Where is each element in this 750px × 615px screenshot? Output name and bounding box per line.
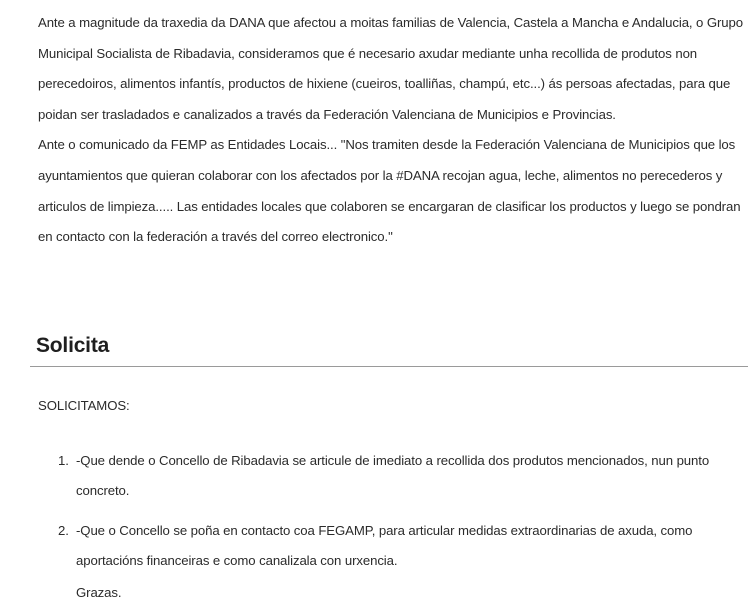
- section-divider: [30, 366, 748, 367]
- section-title: Solicita: [36, 334, 110, 357]
- request-item-text: -Que o Concello se poña en contacto coa FEGAMP, para articular medidas extraordinarias de axuda, como aportacións financeiras e como canalizala con urxencia.: [76, 523, 693, 568]
- request-item: [0, 516, 750, 576]
- intro-paragraph-1: Ante a magnitude da traxedia da DANA que afectou a moitas familias de Valencia, Castela a Mancha e Andalucia, o Grupo Municipal Socialista de Ribadavia, consideramos que é necesario axudar mediante unha recollida de produtos non perecedoiros, alimentos infantís, productos de hixiene (cueiros, toalliñas, champú, etc...) ás persoas afectadas, para que poidan ser trasladados e canalizados a través da Federación Valenciana de Municipios e Provincias.: [38, 15, 744, 122]
- request-item-text: -Que dende o Concello de Ribadavia se articule de imediato a recollida dos produtos mencionados, nun punto concreto.: [76, 453, 710, 498]
- intro-text: [38, 8, 744, 253]
- request-item-number: 2.: [58, 523, 69, 538]
- closing-text: Grazas.: [76, 585, 122, 600]
- request-item-number: 1.: [58, 453, 69, 468]
- request-label: SOLICITAMOS:: [38, 398, 130, 413]
- request-list: [0, 446, 750, 576]
- intro-paragraph-2: Ante o comunicado da FEMP as Entidades Locais... "Nos tramiten desde la Federación Valenciana de Municipios que los ayuntamientos que quieran colaborar con los afectados por la #DANA recojan agua, leche, alimentos no perecederos y articulos de limpieza..... Las entidades locales que colaboren se encargaran de clasificar los productos y luego se pondran en contacto con la federación a través del correo electronico.": [38, 137, 741, 245]
- request-item: [0, 446, 750, 506]
